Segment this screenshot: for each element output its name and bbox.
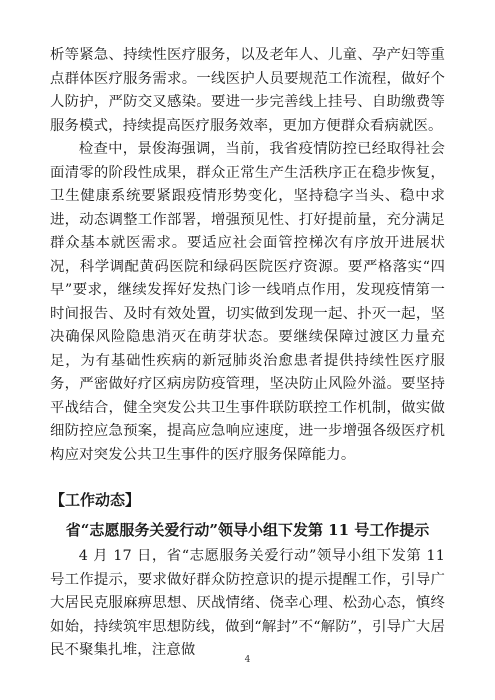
page-number: 4 bbox=[244, 655, 251, 665]
article-title: 省“志愿服务关爱行动”领导小组下发第 11 号工作提示 bbox=[65, 521, 430, 539]
paragraph-continued: 析等紧急、持续性医疗服务，以及老年人、儿童、孕产妇等重点群体医疗服务需求。一线医护人员要规范工作流程，做好个人防护，严防交叉感染。要进一步完善线上挂号、自助缴费等服务模式，持续提高医疗服务效率，更加方便群众看病就医。 bbox=[50, 47, 445, 134]
document-page bbox=[50, 44, 445, 663]
article-paragraph: 4 月 17 日，省“志愿服务关爱行动”领导小组下发第 11 号工作提示，要求做好群众防控意识的提示提醒工作，引导广大居民克服麻痹思想、厌战情绪、侥幸心理、松劲心态，慎终如始，持续筑牢思想防线，做到“解封”不“解防”，引导广大居民不聚集扎堆，注意做 bbox=[50, 548, 445, 658]
paragraph-inspection: 检查中，景俊海强调，当前，我省疫情防控已经取得社会面清零的阶段性成果，群众正常生产生活秩序正在稳步恢复，卫生健康系统要紧跟疫情形势变化，坚持稳字当头、稳中求进，动态调整工作部署，增强预见性、打好提前量，充分满足群众基本就医需求。要适应社会面管控梯次有序放开进展状况，科学调配黄码医院和绿码医院医疗资源。要严格落实“四早”要求，继续发挥好发热门诊一线哨点作用，发现疫情第一时间报告、及时有效处置，切实做到发现一起、扑灭一起，坚决确保风险隐患消灭在萌芽状态。要继续保障过渡区力量充足，为有基础性疾病的新冠肺炎治愈患者提供持续性医疗服务，严密做好疗区病房防疫管理，坚决防止风险外溢。要坚持平战结合，健全突发公共卫生事件联防联控工作机制，做实做细防控应急预案，提高应急响应速度，进一步增强各级医疗机构应对突发公共卫生事件的医疗服务保障能力。 bbox=[50, 141, 445, 463]
section-heading: 【工作动态】 bbox=[50, 491, 141, 509]
